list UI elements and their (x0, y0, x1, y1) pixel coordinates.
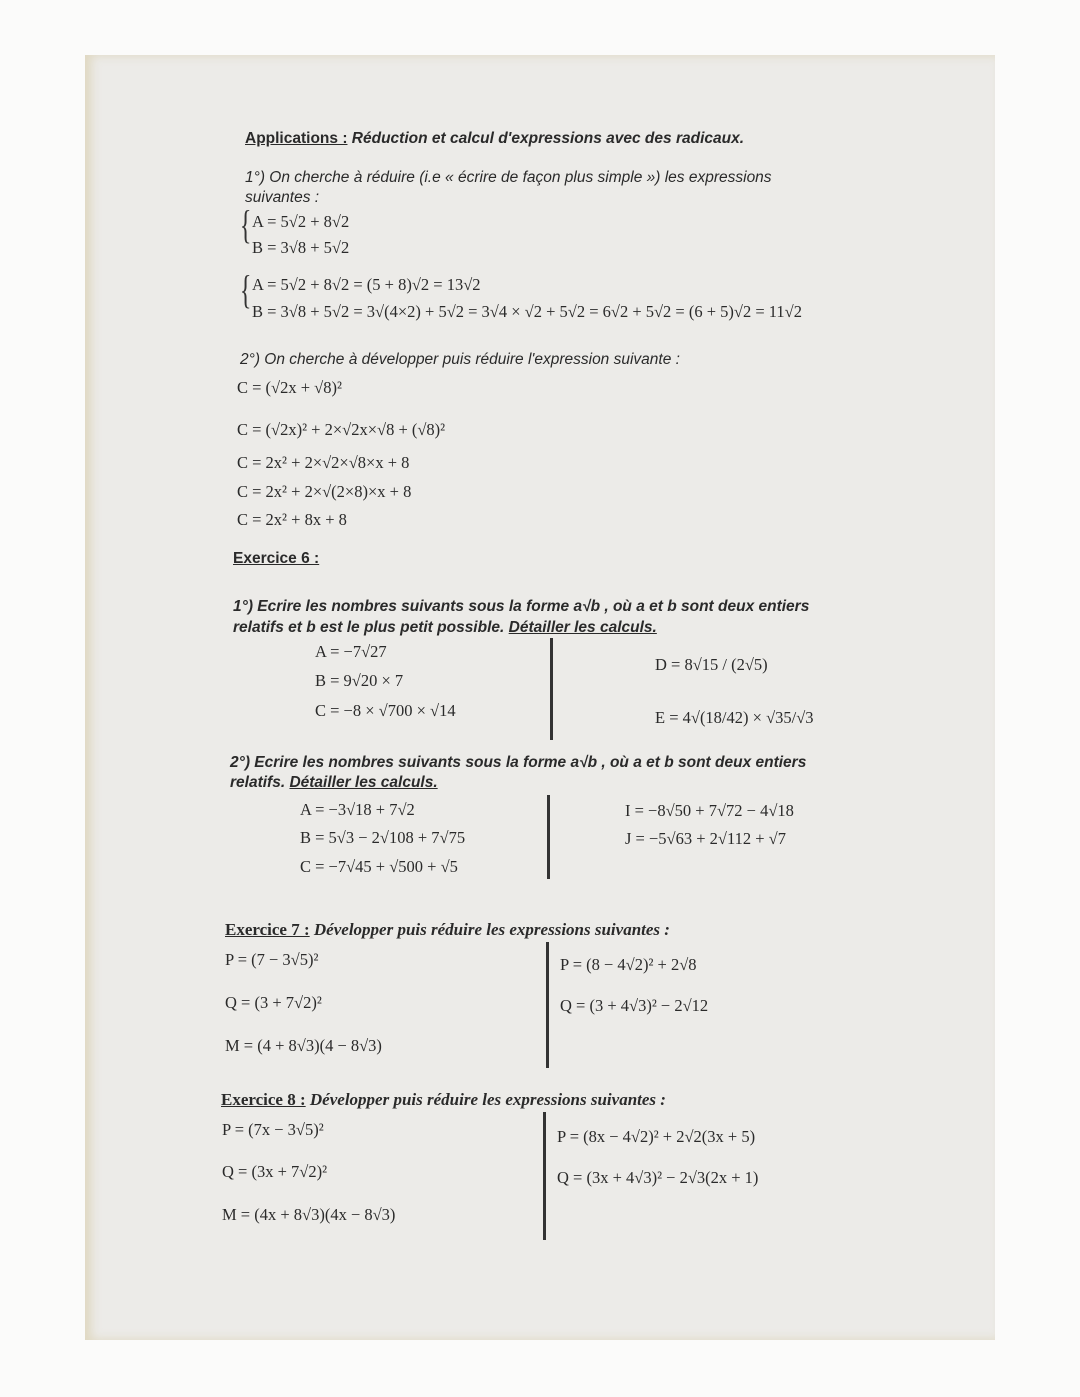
exercice8-instruction: Développer puis réduire les expressions suivantes : (309, 1090, 666, 1109)
q1-intro-line1: 1°) On cherche à réduire (i.e « écrire de façon plus simple ») les expressions (245, 169, 772, 186)
applications-title (245, 130, 744, 148)
q2-step: C = 2x² + 8x + 8 (237, 510, 347, 529)
ex8-q: Q = (3x + 7√2)² (222, 1162, 328, 1181)
applications-subtitle: Réduction et calcul d'expressions avec des radicaux. (351, 130, 745, 147)
exercice7-instruction: Développer puis réduire les expressions suivantes : (313, 920, 670, 939)
document-page (85, 55, 995, 1340)
ex6-q2-line2 (230, 774, 438, 792)
column-divider (543, 1112, 546, 1240)
ex8-p2: P = (8x − 4√2)² + 2√2(3x + 5) (557, 1127, 756, 1146)
q2-step: C = 2x² + 2×√(2×8)×x + 8 (237, 482, 412, 501)
column-divider (550, 638, 553, 740)
q1-solution-b: B = 3√8 + 5√2 = 3√(4×2) + 5√2 = 3√4 × √2 + 5√2 = 6√2 + 5√2 = (6 + 5)√2 = 11√2 (252, 302, 802, 321)
ex8-q2: Q = (3x + 4√3)² − 2√3(2x + 1) (557, 1168, 759, 1187)
exercice8-title (221, 1090, 666, 1110)
ex7-m: M = (4 + 8√3)(4 − 8√3) (225, 1036, 382, 1055)
ex6-q2-j: J = −5√63 + 2√112 + √7 (625, 829, 786, 848)
ex6-q1-line1: 1°) Ecrire les nombres suivants sous la forme a√b , où a et b sont deux entiers (233, 598, 810, 615)
q1-system-a: A = 5√2 + 8√2 (252, 212, 350, 231)
ex8-m: M = (4x + 8√3)(4x − 8√3) (222, 1205, 396, 1224)
brace: { (239, 267, 252, 312)
ex6-q2-line1: 2°) Ecrire les nombres suivants sous la forme a√b , où a et b sont deux entiers (230, 754, 807, 771)
ex8-p: P = (7x − 3√5)² (222, 1120, 324, 1139)
ex6-q2-a: A = −3√18 + 7√2 (300, 800, 415, 819)
ex6-q2-b: B = 5√3 − 2√108 + 7√75 (300, 828, 466, 847)
q1-solution-a: A = 5√2 + 8√2 = (5 + 8)√2 = 13√2 (252, 275, 481, 294)
q2-intro: 2°) On cherche à développer puis réduire l'expression suivante : (240, 351, 680, 368)
q2-step: C = (√2x + √8)² (237, 378, 342, 397)
ex6-q1-b: B = 9√20 × 7 (315, 671, 404, 690)
ex6-q1-d: D = 8√15 / (2√5) (655, 655, 768, 674)
q2-step: C = (√2x)² + 2×√2x×√8 + (√8)² (237, 420, 446, 439)
ex6-q1-detail: Détailler les calculs. (508, 619, 657, 636)
q1-intro-line2: suivantes : (245, 189, 320, 206)
ex6-q1-line2 (233, 619, 657, 637)
q1-system-b: B = 3√8 + 5√2 (252, 238, 350, 257)
ex7-p: P = (7 − 3√5)² (225, 950, 319, 969)
ex7-q: Q = (3 + 7√2)² (225, 993, 322, 1012)
exercice7-title (225, 920, 670, 940)
ex7-p2: P = (8 − 4√2)² + 2√8 (560, 955, 697, 974)
column-divider (546, 942, 549, 1068)
ex6-q2-c: C = −7√45 + √500 + √5 (300, 857, 458, 876)
exercice6-heading: Exercice 6 : (233, 550, 320, 567)
brace: { (239, 202, 252, 247)
q2-step: C = 2x² + 2×√2×√8×x + 8 (237, 453, 410, 472)
ex6-q1-a: A = −7√27 (315, 642, 387, 661)
ex6-q1-c: C = −8 × √700 × √14 (315, 701, 456, 720)
column-divider (547, 795, 550, 879)
ex6-q1-e: E = 4√(18/42) × √35/√3 (655, 708, 814, 727)
ex6-q2-line2-text: relatifs. (230, 774, 286, 791)
exercice7-heading: Exercice 7 : (225, 920, 310, 939)
exercice8-heading: Exercice 8 : (221, 1090, 306, 1109)
applications-heading: Applications : (245, 130, 348, 147)
ex6-q1-line2-text: relatifs et b est le plus petit possible. (233, 619, 505, 636)
ex7-q2: Q = (3 + 4√3)² − 2√12 (560, 996, 709, 1015)
ex6-q2-i: I = −8√50 + 7√72 − 4√18 (625, 801, 794, 820)
ex6-q2-detail: Détailler les calculs. (289, 774, 438, 791)
